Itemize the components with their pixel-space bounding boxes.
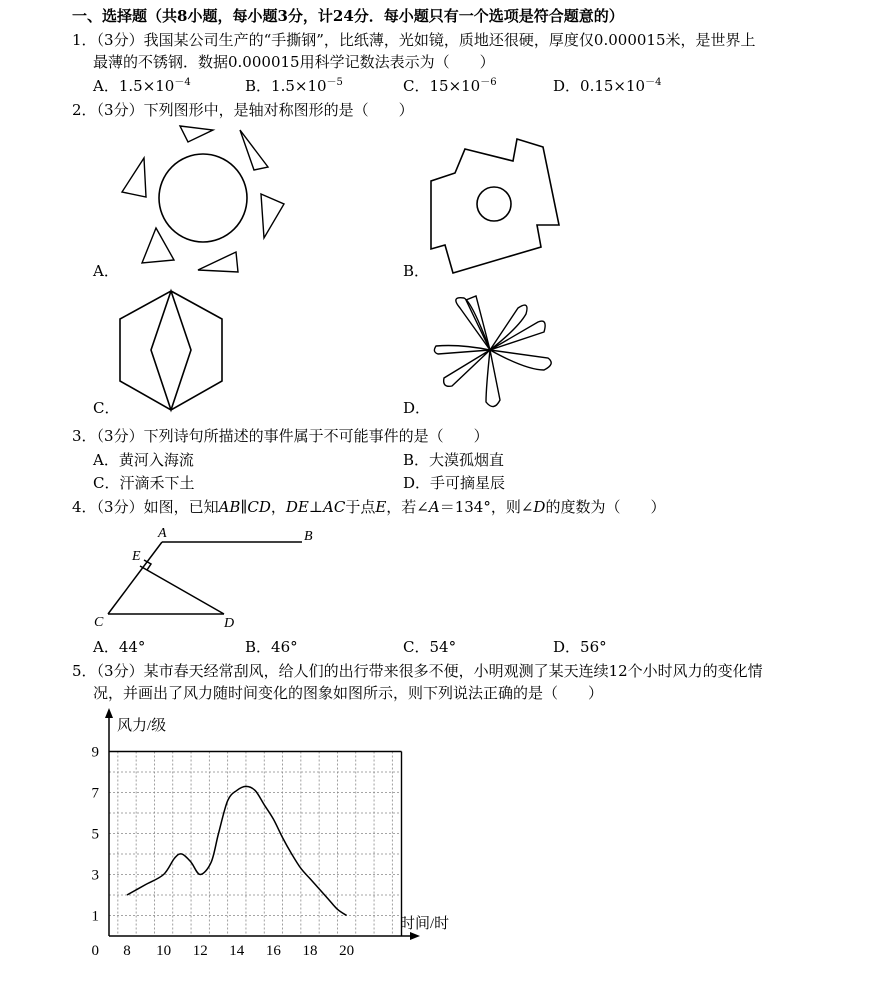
q5-stem-line2: 况，并画出了风力随时间变化的图象如图所示，则下列说法正确的是（ ） xyxy=(93,684,604,702)
x-tick-label: 12 xyxy=(192,943,208,959)
y-tick-label: 7 xyxy=(91,785,99,802)
q3-number: 3． xyxy=(72,427,97,445)
q2-figure-d xyxy=(430,292,560,412)
q3-option-b: B．大漠孤烟直 xyxy=(403,451,505,469)
y-tick-label: 5 xyxy=(91,826,99,843)
x-tick-label: 20 xyxy=(339,943,355,959)
x-tick-label: 8 xyxy=(123,943,131,959)
y-axis-arrow xyxy=(105,708,113,718)
x-tick-label: 14 xyxy=(229,943,245,959)
q2-figure-c xyxy=(118,289,228,413)
q1-option-a: A．$1.5\times 10^{-4}$ xyxy=(93,77,191,95)
q2-figure-b xyxy=(425,135,565,275)
q2-stem: 2．（3分）下列图形中，是轴对称图形的是（ ） xyxy=(72,101,414,119)
x-tick-label: 16 xyxy=(265,943,281,959)
y-tick-label: 3 xyxy=(91,867,99,884)
wind-curve xyxy=(127,786,347,915)
wind-chart xyxy=(80,705,460,965)
q4-point-c: C xyxy=(94,615,104,630)
x-tick-label: 18 xyxy=(302,943,318,959)
q4-point-e: E xyxy=(132,549,141,564)
q4-number: 4． xyxy=(72,498,97,516)
q2-figure-a xyxy=(118,120,268,270)
q1-number: 1． xyxy=(72,31,97,49)
q3-stem: 3．（3分）下列诗句所描述的事件属于不可能事件的是（ ） xyxy=(72,427,489,445)
q3-option-c: C．汗滴禾下土 xyxy=(93,474,195,492)
y-tick-label: 9 xyxy=(91,744,99,761)
q4-option-b: B．46° xyxy=(245,638,298,656)
q4-point-a: A xyxy=(158,526,167,541)
y-axis-label: 风力/级 xyxy=(117,718,167,734)
q1-option-d: D．$0.15\times 10^{-4}$ xyxy=(553,77,662,95)
q2-label-c: C． xyxy=(93,399,120,417)
x-tick-label: 10 xyxy=(156,943,172,959)
q5-number: 5． xyxy=(72,662,97,680)
q3-option-a: A．黄河入海流 xyxy=(93,451,194,469)
q2-label-b: B． xyxy=(403,262,430,280)
q2-number: 2． xyxy=(72,101,97,119)
q1-stem-line2: 最薄的不锈钢．数据0.000015用科学记数法表示为（ ） xyxy=(93,53,495,71)
q1-option-b: B．$1.5\times 10^{-5}$ xyxy=(245,77,343,95)
q4-option-d: D．56° xyxy=(553,638,607,656)
q5-stem-line1: 5．（3分）某市春天经常刮风，给人们的出行带来很多不便，小明观测了某天连续12个小时风力的变化情 xyxy=(72,662,763,680)
x-axis-arrow xyxy=(410,932,420,940)
q4-stem: 4．（3分）如图，已知AB∥CD，DE⊥AC于点E，若∠A＝134°，则∠D的度数为（ ） xyxy=(72,498,666,516)
q1-option-c: C．$15\times 10^{-6}$ xyxy=(403,77,497,95)
q2-label-d: D． xyxy=(403,399,431,417)
origin-label: 0 xyxy=(91,943,99,959)
q4-option-a: A．44° xyxy=(93,638,146,656)
q3-option-d: D．手可摘星辰 xyxy=(403,474,506,492)
q4-point-b: B xyxy=(304,529,313,544)
q4-point-d: D xyxy=(224,616,235,631)
x-axis-label: 时间/时 xyxy=(400,916,450,932)
y-tick-label: 1 xyxy=(91,908,99,925)
section-title: 一、选择题（共8小题，每小题3分，计24分．每小题只有一个选项是符合题意的） xyxy=(72,7,624,25)
q1-stem-line1: 1．（3分）我国某公司生产的“手撕钢”，比纸薄，光如镜，质地还很硬，厚度仅0.000015米，是世界上 xyxy=(72,31,756,49)
q4-option-c: C．54° xyxy=(403,638,457,656)
q4-figure xyxy=(90,522,330,632)
q2-label-a: A． xyxy=(93,262,119,280)
